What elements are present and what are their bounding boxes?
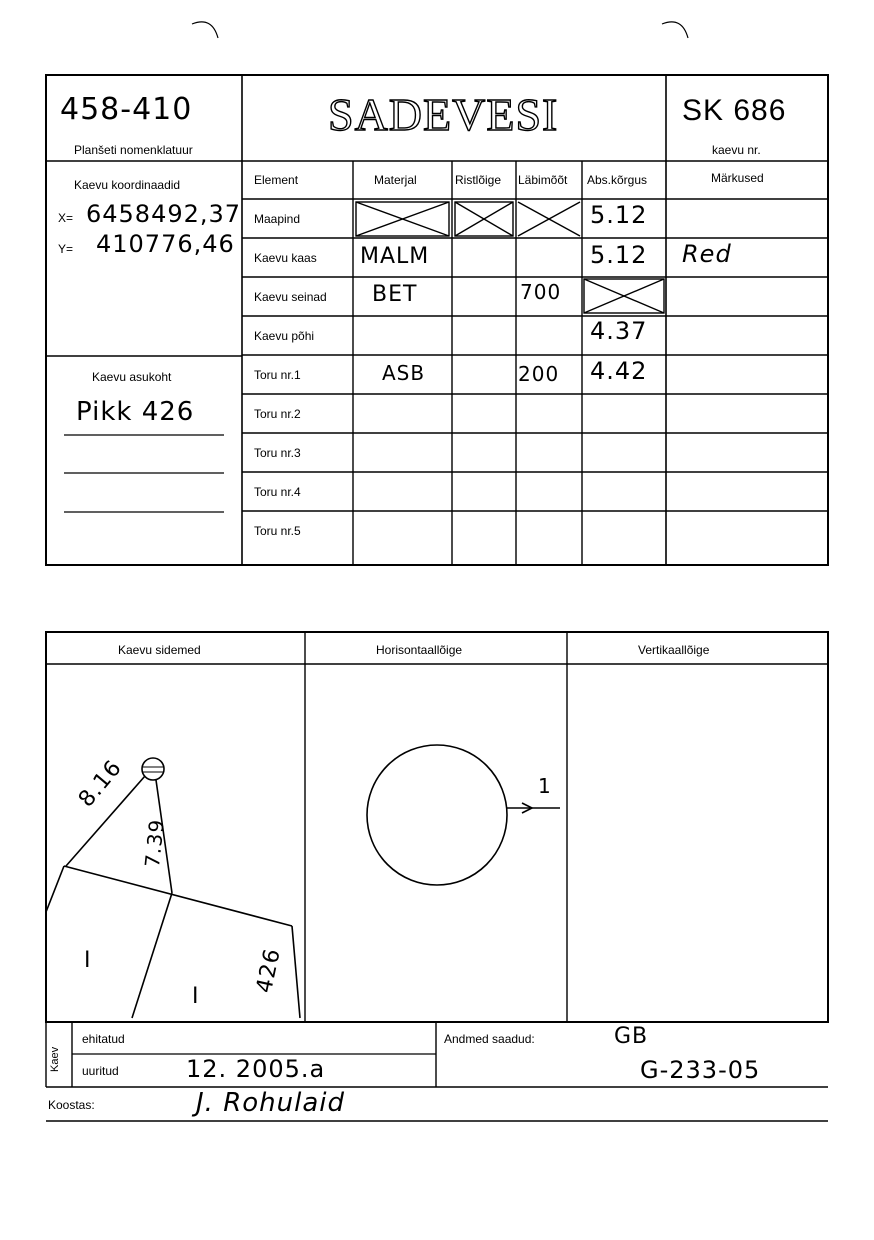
sketch-mark: I	[84, 948, 92, 973]
compiled-by-label: Koostas:	[48, 1098, 95, 1112]
y-prefix: Y=	[58, 242, 74, 256]
horizontal-section	[367, 745, 560, 885]
well-number-value: SK 686	[682, 94, 787, 127]
data-source-code: G-233-05	[640, 1056, 761, 1084]
diameter-value: 700	[520, 280, 562, 304]
horizontal-section-header: Horisontaallõige	[376, 643, 463, 657]
compiled-by-value: J. Rohulaid	[196, 1088, 346, 1118]
built-label: ehitatud	[82, 1032, 125, 1046]
row-label: Maapind	[254, 212, 301, 226]
row-label: Toru nr.1	[254, 368, 301, 382]
row-label: Kaevu kaas	[254, 251, 317, 265]
row-label: Toru nr.5	[254, 524, 301, 538]
sketch-distance-1: 8.16	[74, 755, 128, 813]
col-header-cross-section: Ristlõige	[455, 173, 502, 187]
col-header-abs-height: Abs.kõrgus	[587, 173, 648, 187]
diameter-value: 200	[518, 362, 560, 386]
row-label: Kaevu seinad	[254, 290, 327, 304]
data-source-label: Andmed saadud:	[444, 1032, 535, 1046]
page-title: SADEVESI	[328, 89, 559, 140]
pipe-number-label: 1	[538, 774, 552, 798]
sketch-mark: I	[192, 984, 200, 1009]
well-side-label: Kaev	[49, 1046, 61, 1072]
inspected-label: uuritud	[82, 1064, 119, 1078]
nomenclature-label: Planšeti nomenklatuur	[74, 143, 193, 157]
col-header-material: Materjal	[374, 173, 417, 187]
col-header-remarks: Märkused	[711, 171, 764, 185]
sketch-distance-2: 7.39	[140, 817, 169, 869]
row-label: Kaevu põhi	[254, 329, 315, 343]
abs-height-value: 4.42	[590, 357, 648, 385]
vertical-section-header: Vertikaallõige	[638, 643, 710, 657]
col-header-element: Element	[254, 173, 299, 187]
material-value: BET	[372, 282, 418, 307]
row-label: Toru nr.2	[254, 407, 301, 421]
nomenclature-value: 458-410	[60, 92, 193, 127]
abs-height-value: 4.37	[590, 317, 648, 345]
abs-height-value: 5.12	[590, 241, 648, 269]
connections-header: Kaevu sidemed	[118, 643, 201, 657]
well-number-label: kaevu nr.	[712, 143, 761, 157]
material-value: MALM	[360, 244, 430, 269]
x-coordinate-value: 6458492,37	[86, 200, 242, 228]
row-label: Toru nr.4	[254, 485, 301, 499]
remarks-value: Red	[682, 240, 732, 268]
abs-height-value: 5.12	[590, 201, 648, 229]
y-coordinate-value: 410776,46	[96, 230, 235, 258]
punch-hole-mark	[662, 22, 688, 38]
x-prefix: X=	[58, 211, 74, 225]
sketch-house-number: 426	[252, 945, 286, 996]
coordinates-label: Kaevu koordinaadid	[74, 178, 181, 192]
location-label: Kaevu asukoht	[92, 370, 172, 384]
location-value: Pikk 426	[76, 397, 195, 427]
punch-hole-mark	[192, 22, 218, 38]
material-value: ASB	[382, 361, 426, 385]
col-header-diameter: Läbimõõt	[518, 173, 568, 187]
data-source-value: GB	[614, 1024, 649, 1049]
inspected-value: 12. 2005.a	[186, 1055, 326, 1083]
row-label: Toru nr.3	[254, 446, 301, 460]
